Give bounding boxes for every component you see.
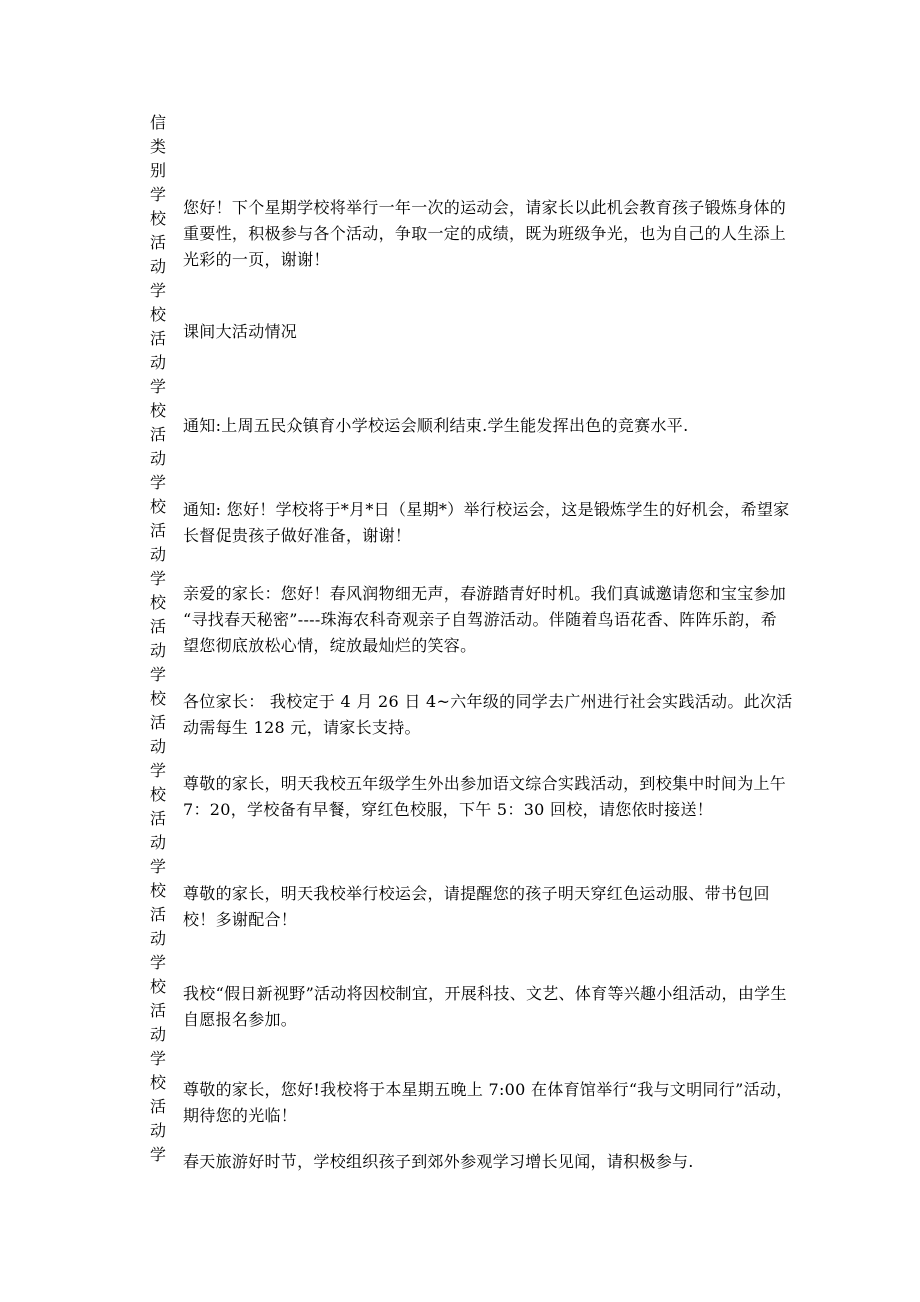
category-char: 动 [149,1121,166,1140]
category-char: 校 [149,401,166,420]
category-char: 活 [149,425,166,444]
category-char: 校 [149,1073,166,1092]
category-char: 活 [149,905,166,924]
category-char: 活 [149,233,166,252]
category-char: 校 [149,977,166,996]
message-paragraph: 尊敬的家长，明天我校举行校运会，请提醒您的孩子明天穿红色运动服、带书包回校！多谢配合！ [183,884,770,929]
message-paragraph: 通知:上周五民众镇育小学校运会顺利结束.学生能发挥出色的竞赛水平. [183,416,689,435]
category-char: 学 [149,857,166,876]
category-char: 活 [149,1001,166,1020]
category-char: 动 [149,257,166,276]
category-char: 类 [149,137,166,156]
category-char: 学 [149,473,166,492]
category-char: 学 [149,185,166,204]
category-char: 学 [149,569,166,588]
category-char: 学 [149,377,166,396]
message-paragraph: 亲爱的家长：您好！春风润物细无声，春游踏青好时机。我们真诚邀请您和宝宝参加 “寻找春天秘密”----珠海农科奇观亲子自驾游活动。伴随着鸟语花香、阵阵乐韵，希望您彻底放松心情，绽放最灿烂的笑容。 [183,584,787,655]
category-column [147,111,169,1167]
category-char: 校 [149,881,166,900]
category-char: 活 [149,617,166,636]
category-char: 校 [149,785,166,804]
category-char: 动 [149,449,166,468]
category-char: 动 [149,1025,166,1044]
category-char: 校 [149,209,166,228]
category-char: 信 [149,113,166,132]
message-paragraph: 各位家长： 我校定于 4 月 26 日 4~六年级的同学去广州进行社会实践活动。此次活动需每生 128 元，请家长支持。 [183,692,793,737]
category-char: 活 [149,713,166,732]
category-char: 动 [149,833,166,852]
category-char: 学 [149,281,166,300]
category-char: 动 [149,737,166,756]
category-char: 学 [149,1145,166,1164]
message-paragraph: 尊敬的家长，您好!我校将于本星期五晚上 7:00 在体育馆举行“我与文明同行”活动，期待您的光临！ [183,1080,793,1125]
category-char: 学 [149,953,166,972]
category-char: 校 [149,305,166,324]
message-paragraph: 通知: 您好！学校将于*月*日（星期*）举行校运会，这是锻炼学生的好机会，希望家长督促贵孩子做好准备，谢谢！ [183,500,790,545]
category-char: 动 [149,641,166,660]
category-char: 别 [149,161,166,180]
message-paragraph: 您好！下个星期学校将举行一年一次的运动会，请家长以此机会教育孩子锻炼身体的重要性，积极参与各个活动，争取一定的成绩，既为班级争光，也为自己的人生添上光彩的一页，谢谢！ [183,198,787,269]
category-char: 动 [149,545,166,564]
category-char: 校 [149,593,166,612]
category-char: 学 [149,761,166,780]
category-char: 活 [149,521,166,540]
category-char: 动 [149,353,166,372]
category-char: 动 [149,929,166,948]
category-char: 活 [149,329,166,348]
category-char: 校 [149,497,166,516]
category-char: 学 [149,665,166,684]
message-heading: 课间大活动情况 [183,322,298,341]
message-paragraph: 春天旅游好时节，学校组织孩子到郊外参观学习增长见闻，请积极参与. [183,1152,694,1171]
category-char: 学 [149,1049,166,1068]
category-char: 校 [149,689,166,708]
message-paragraph: 我校“假日新视野”活动将因校制宜，开展科技、文艺、体育等兴趣小组活动，由学生自愿报名参加。 [183,984,787,1029]
category-char: 活 [149,1097,166,1116]
message-paragraph: 尊敬的家长，明天我校五年级学生外出参加语文综合实践活动，到校集中时间为上午 7：20，学校备有早餐，穿红色校服，下午 5：30 回校，请您依时接送！ [183,774,787,819]
category-char: 活 [149,809,166,828]
